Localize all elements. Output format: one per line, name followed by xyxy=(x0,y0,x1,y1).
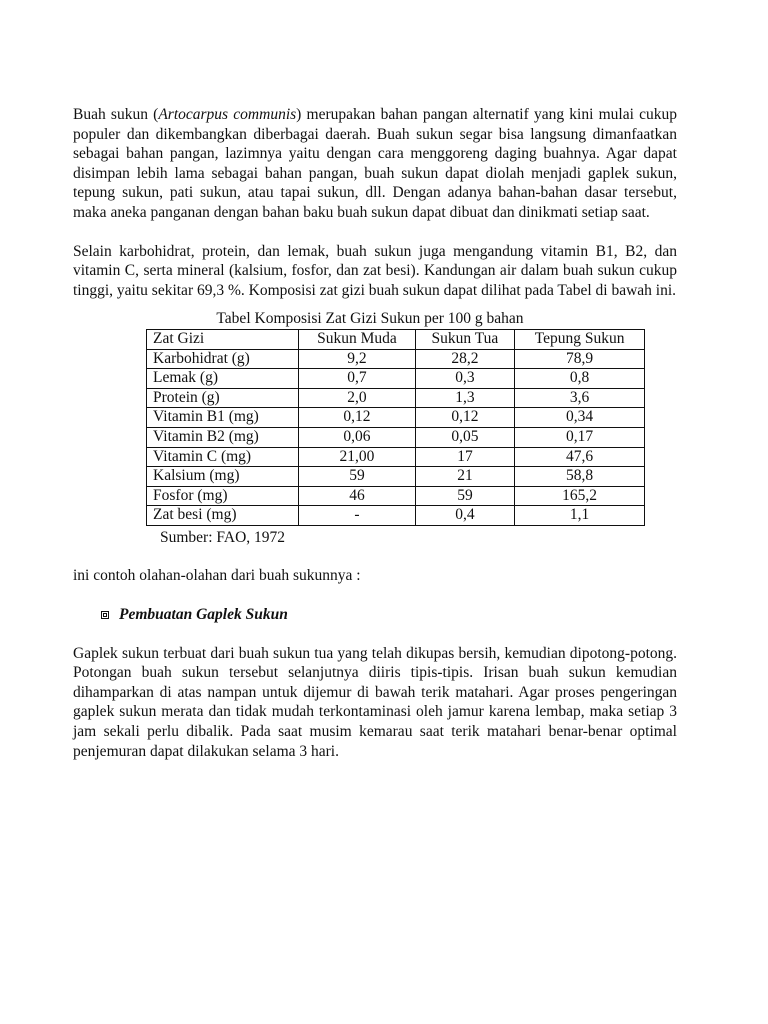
intro-line: ini contoh olahan-olahan dari buah sukunnya : xyxy=(73,567,361,585)
table-cell: 1,3 xyxy=(415,388,514,408)
table-cell: - xyxy=(299,506,416,526)
table-cell: 17 xyxy=(415,447,514,467)
table-cell: Vitamin B2 (mg) xyxy=(147,427,299,447)
table-cell: 28,2 xyxy=(415,349,514,369)
paragraph-intro-rest: ) merupakan bahan pangan alternatif yang kini mulai cukup populer dan dikembangkan diberbagai daerah. Buah sukun segar bisa langsung dimanfaatkan sebagai bahan pangan, lazimnya yaitu dengan cara menggoreng daging buahnya. Agar dapat disimpan lebih lama sebagai bahan pangan, buah sukun dapat diolah menjadi gaplek sukun, tepung sukun, pati sukun, atau tapai sukun, dll. Dengan adanya bahan-bahan dasar tersebut, maka aneka panganan dengan bahan baku buah sukun dapat dibuat dan dinikmati setiap saat. xyxy=(73,106,677,221)
table-cell: 0,7 xyxy=(299,369,416,389)
table-cell: 59 xyxy=(299,467,416,487)
paragraph-nutrition: Selain karbohidrat, protein, dan lemak, buah sukun juga mengandung vitamin B1, B2, dan vitamin C, serta mineral (kalsium, fosfor, dan zat besi). Kandungan air dalam buah sukun cukup tinggi, yaitu sekitar 69,3 %. Komposisi zat gizi buah sukun dapat dilihat pada Tabel di bawah ini. xyxy=(73,242,677,299)
table-cell: 1,1 xyxy=(515,506,645,526)
table-cell: Kalsium (mg) xyxy=(147,467,299,487)
table-row xyxy=(147,369,645,389)
table-source: Sumber: FAO, 1972 xyxy=(160,528,286,546)
table-cell: 2,0 xyxy=(299,388,416,408)
table-header-row xyxy=(147,329,645,349)
table-row xyxy=(147,349,645,369)
table-cell: Fosfor (mg) xyxy=(147,486,299,506)
table-cell: 9,2 xyxy=(299,349,416,369)
paragraph-gaplek: Gaplek sukun terbuat dari buah sukun tua yang telah dikupas bersih, kemudian dipotong-potong. Potongan buah sukun tersebut selanjutnya diiris tipis-tipis. Irisan buah sukun kemudian dihamparkan di atas nampan untuk dijemur di bawah terik matahari. Agar proses pengeringan gaplek sukun merata dan tidak mudah terkontaminasi oleh jamur karena lembap, maka setiap 3 jam sekali perlu dibalik. Pada saat musim kemarau saat terik matahari benar-benar optimal penjemuran dapat dilakukan selama 3 hari. xyxy=(73,644,677,760)
table-cell: Zat besi (mg) xyxy=(147,506,299,526)
table-cell: 58,8 xyxy=(515,467,645,487)
paragraph-intro-start: Buah sukun ( xyxy=(73,106,159,123)
table-header-cell: Sukun Muda xyxy=(299,329,416,349)
table-caption-text: Tabel Komposisi Zat Gizi Sukun per 100 g bahan xyxy=(216,310,524,328)
table-row xyxy=(147,486,645,506)
table-cell: 59 xyxy=(415,486,514,506)
table-cell: 0,3 xyxy=(415,369,514,389)
table-cell: 21,00 xyxy=(299,447,416,467)
table-header-cell: Tepung Sukun xyxy=(515,329,645,349)
square-bullet-icon xyxy=(101,611,109,619)
table-cell: 165,2 xyxy=(515,486,645,506)
table-cell: 0,8 xyxy=(515,369,645,389)
table-cell: 0,34 xyxy=(515,408,645,428)
table-row xyxy=(147,408,645,428)
table-cell: 78,9 xyxy=(515,349,645,369)
table-cell: 21 xyxy=(415,467,514,487)
bullet-heading xyxy=(73,605,677,625)
table-cell: 3,6 xyxy=(515,388,645,408)
table-row xyxy=(147,427,645,447)
table-cell: Vitamin C (mg) xyxy=(147,447,299,467)
table-cell: Karbohidrat (g) xyxy=(147,349,299,369)
table-cell: 0,06 xyxy=(299,427,416,447)
bullet-heading-text: Pembuatan Gaplek Sukun xyxy=(119,606,288,624)
table-cell: 0,12 xyxy=(299,408,416,428)
table-cell: 47,6 xyxy=(515,447,645,467)
table-cell: Vitamin B1 (mg) xyxy=(147,408,299,428)
table-row xyxy=(147,388,645,408)
table-cell: 0,17 xyxy=(515,427,645,447)
table-cell: Protein (g) xyxy=(147,388,299,408)
table-header-cell: Zat Gizi xyxy=(147,329,299,349)
table-cell: 0,12 xyxy=(415,408,514,428)
table-cell: 0,4 xyxy=(415,506,514,526)
table-caption xyxy=(73,309,677,329)
paragraph-intro xyxy=(73,105,677,223)
document-page xyxy=(73,105,677,761)
table-row xyxy=(147,447,645,467)
table-row xyxy=(147,506,645,526)
table-cell: 0,05 xyxy=(415,427,514,447)
table-cell: Lemak (g) xyxy=(147,369,299,389)
table-row xyxy=(147,467,645,487)
table-cell: 46 xyxy=(299,486,416,506)
scientific-name: Artocarpus communis xyxy=(158,106,297,123)
nutrition-table xyxy=(146,329,645,526)
table-header-cell: Sukun Tua xyxy=(415,329,514,349)
